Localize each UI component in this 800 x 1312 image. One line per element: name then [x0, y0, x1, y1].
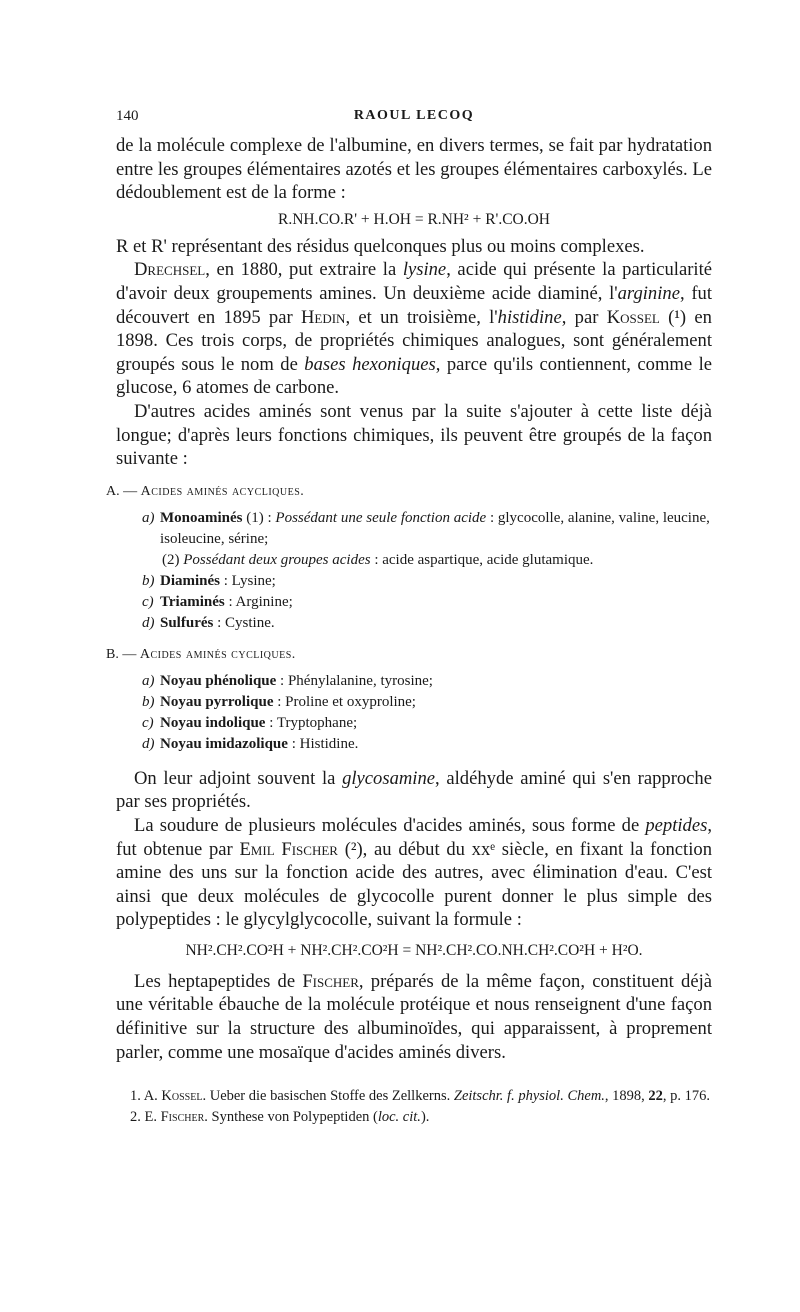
- list-item: d) Sulfurés : Cystine.: [142, 614, 275, 631]
- list-item: a) Monoaminés (1) : Possédant une seule fonction acide : glycocolle, alanine, valine, leucine, isoleucine, sérine;: [142, 509, 710, 547]
- page-header: [116, 108, 712, 134]
- author-name: Emil Fischer: [239, 838, 338, 860]
- section-heading-a: A. — Acides aminés acycliques.: [106, 483, 305, 499]
- page: [106, 108, 713, 1128]
- footnote-ref: (¹): [668, 306, 687, 328]
- paragraph-5: On leur adjoint souvent la glycosamine, aldéhyde aminé qui s'en rapproche par ses propriétés.: [116, 767, 712, 813]
- paragraph-6: La soudure de plusieurs molécules d'acides aminés, sous forme de peptides, fut obtenue par Emil Fischer (²), au début du xxᵉ siècle, en fixant la fonction amine des uns sur la fonction acide des autres, avec élimination d'eau. C'est ainsi que deux molécules de glycocolle purent donner le plus simple des polypeptides : le glycylglycocolle, suivant la formule :: [116, 814, 712, 931]
- list-item: (2) Possédant deux groupes acides : acide aspartique, acide glutamique.: [162, 551, 594, 568]
- formula-hydrolysis: R.NH.CO.R' + H.OH = R.NH² + R'.CO.OH: [278, 210, 550, 228]
- footnote-ref: (²): [344, 838, 363, 860]
- author-name: Kossel: [606, 306, 660, 328]
- footnote-2: 2. E. Fischer. Synthese von Polypeptiden (loc. cit.).: [130, 1109, 430, 1126]
- author-name: Drechsel: [134, 259, 206, 281]
- term-glycosamine: glycosamine: [342, 767, 436, 789]
- paragraph-2: R et R' représentant des résidus quelconques plus ou moins complexes.: [116, 235, 645, 257]
- list-item: b) Diaminés : Lysine;: [142, 572, 276, 589]
- list-item: c) Triaminés : Arginine;: [142, 593, 293, 610]
- section-heading-b: B. — Acides aminés cycliques.: [106, 646, 296, 662]
- paragraph-4: D'autres acides aminés sont venus par la suite s'ajouter à cette liste déjà longue; d'après leurs fonctions chimiques, ils peuvent être groupés de la façon suivante :: [116, 400, 712, 470]
- author-name: Fischer: [302, 970, 359, 992]
- list-cyclic: [106, 644, 712, 755]
- term-lysine: lysine: [402, 259, 447, 281]
- paragraph-1: de la molécule complexe de l'albumine, en divers termes, se fait par hydratation entre les groupes élémentaires azotés et les groupes élémentaires carboxylés. Le dédoublement est de la forme :: [116, 135, 712, 204]
- list-acyclic: [106, 481, 712, 634]
- paragraph-3: Drechsel, en 1880, put extraire la lysine, acide qui présente la particularité d'avoir deux groupements amines. Un deuxième acide diaminé, l'arginine, fut découvert en 1895 par Hedin, et un troisième, l'histidine, par Kossel (¹) en 1898. Ces trois corps, de propriétés chimiques analogues, sont généralement groupés sous le nom de bases hexoniques, parce qu'ils contiennent, comme le glucose, 6 atomes de carbone.: [116, 259, 713, 399]
- formula-glycylglycocolle: NH².CH².CO²H + NH².CH².CO²H = NH².CH².CO.NH.CH².CO²H + H²O.: [185, 941, 643, 959]
- footnotes: [116, 1086, 712, 1128]
- term-histidine: histidine: [497, 306, 562, 328]
- page-number: 140: [116, 108, 139, 124]
- term-peptides: peptides: [645, 814, 708, 836]
- list-item: a) Noyau phénolique : Phénylalanine, tyrosine;: [142, 672, 433, 689]
- term-bases-hexoniques: bases hexoniques: [304, 353, 436, 375]
- running-title: RAOUL LECOQ: [353, 108, 475, 123]
- list-item: b) Noyau pyrrolique : Proline et oxyproline;: [142, 693, 416, 710]
- paragraph-7: Les heptapeptides de Fischer, préparés de la même façon, constituent déjà une véritable ébauche de la molécule protéique et nous renseignent d'une façon définitive sur la structure des albuminoïdes, qui apparaissent, à proprement parler, comme une mosaïque d'acides aminés divers.: [116, 970, 712, 1063]
- list-item: d) Noyau imidazolique : Histidine.: [142, 735, 359, 752]
- footnote-1: 1. A. Kossel. Ueber die basischen Stoffe des Zellkerns. Zeitschr. f. physiol. Chem., 1898, 22, p. 176.: [130, 1088, 711, 1105]
- list-item: c) Noyau indolique : Tryptophane;: [142, 714, 358, 731]
- term-arginine: arginine: [617, 282, 680, 304]
- author-name: Hedin: [300, 306, 346, 328]
